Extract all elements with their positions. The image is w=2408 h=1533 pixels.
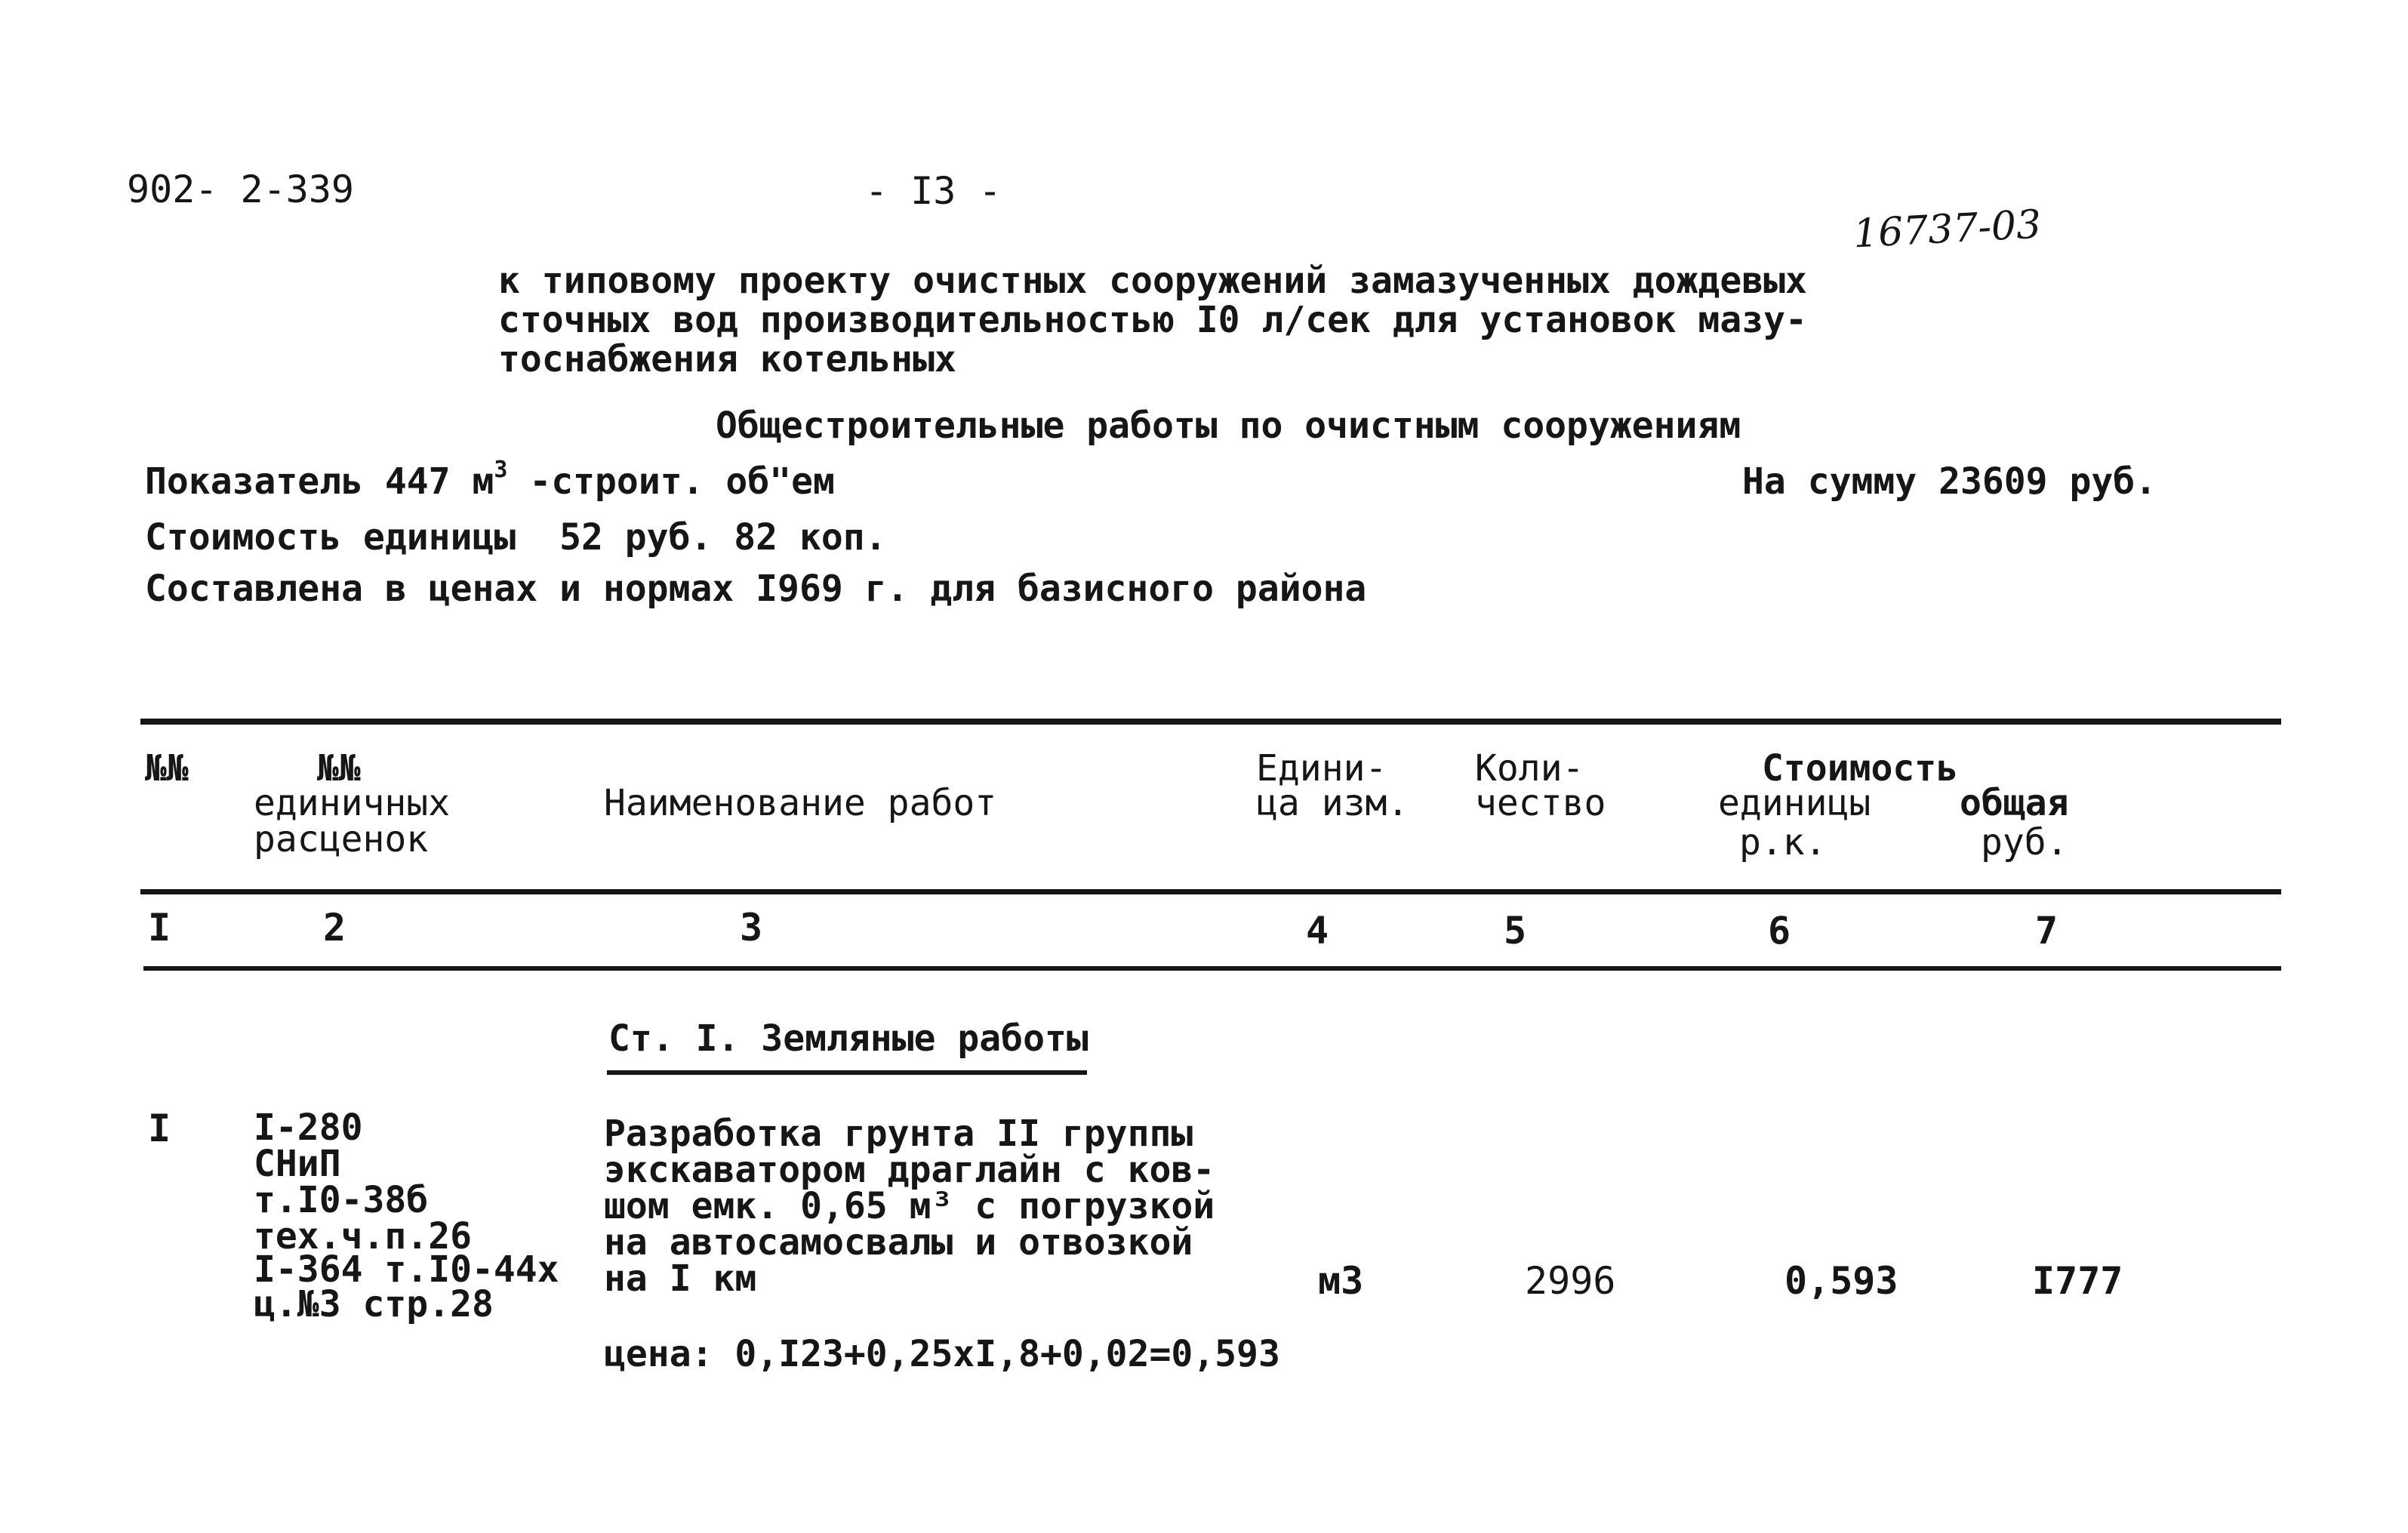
header-work-name: Наименование работ bbox=[604, 782, 997, 824]
rate-reference: СНиП bbox=[254, 1143, 341, 1185]
price-note: цена: 0,I23+0,25хI,8+0,02=0,593 bbox=[604, 1333, 1280, 1375]
estimate-subtitle: Общестроительные работы по очистным сооружениям bbox=[716, 405, 1741, 447]
row-number: I bbox=[148, 1107, 171, 1150]
header-rate-refs-line: №№ bbox=[317, 747, 361, 790]
row-unit-cost: 0,593 bbox=[1784, 1259, 1898, 1303]
header-quantity-line: Коли- bbox=[1475, 747, 1584, 790]
section-title-underline bbox=[607, 1070, 1087, 1075]
column-number: 2 bbox=[323, 906, 346, 950]
indicator bbox=[145, 457, 835, 503]
description-line: на I км bbox=[604, 1257, 757, 1300]
header-total-line: общая bbox=[1960, 782, 2069, 824]
handwritten-number: 16737-03 bbox=[1852, 202, 2043, 257]
header-bottom-rule bbox=[140, 889, 2281, 894]
page-number: - I3 - bbox=[865, 169, 1002, 213]
unit-cost: Стоимость единицы 52 руб. 82 коп. bbox=[145, 516, 887, 559]
header-quantity-line: чество bbox=[1475, 782, 1606, 824]
header-row-number: №№ bbox=[145, 747, 189, 790]
column-number: 7 bbox=[2035, 909, 2059, 953]
header-rate-refs-line: единичных bbox=[254, 782, 451, 824]
header-total-line: руб. bbox=[1981, 821, 2068, 863]
project-title-line: тоснабжения котельных bbox=[498, 338, 956, 380]
row-total: I777 bbox=[2032, 1259, 2123, 1303]
table-top-rule bbox=[140, 719, 2281, 725]
column-numbers-rule bbox=[143, 966, 2281, 971]
column-number: 3 bbox=[740, 906, 763, 950]
prices-basis: Составлена в ценах и нормах I969 г. для базисного района bbox=[145, 568, 1367, 610]
description-line: Разработка грунта II группы bbox=[604, 1113, 1193, 1155]
rate-reference: т.I0-38б bbox=[254, 1179, 429, 1221]
header-cost-group: Стоимость bbox=[1762, 747, 1959, 790]
column-number: 4 bbox=[1306, 909, 1329, 953]
column-number: 5 bbox=[1504, 909, 1527, 953]
indicator-suffix: -строит. об"ем bbox=[507, 460, 835, 503]
project-title-line: сточных вод производительностью I0 л/сек для установок мазу- bbox=[498, 299, 1807, 341]
column-number: 6 bbox=[1768, 909, 1791, 953]
header-unit-line: ца изм. bbox=[1256, 782, 1409, 824]
header-unit-line: Едини- bbox=[1256, 747, 1387, 790]
rate-reference: тех.ч.п.26 bbox=[254, 1215, 472, 1257]
indicator-superscript: 3 bbox=[494, 457, 508, 483]
total-sum: На сумму 23609 руб. bbox=[1742, 460, 2157, 503]
section-title: Ст. I. Земляные работы bbox=[608, 1017, 1089, 1060]
column-number: I bbox=[148, 906, 171, 950]
project-title-line: к типовому проекту очистных сооружений замазученных дождевых bbox=[498, 260, 1807, 302]
description-line: экскаватором драглайн с ков- bbox=[604, 1149, 1215, 1191]
indicator-text: Показатель 447 м bbox=[145, 460, 494, 503]
header-unit-cost-line: р.к. bbox=[1739, 821, 1827, 863]
document-code: 902- 2-339 bbox=[127, 168, 355, 211]
header-unit-cost-line: единицы bbox=[1718, 782, 1871, 824]
row-quantity: 2996 bbox=[1525, 1259, 1616, 1303]
header-rate-refs-line: расценок bbox=[254, 818, 429, 860]
rate-reference: I-364 т.I0-44х bbox=[254, 1248, 559, 1291]
row-unit: м3 bbox=[1318, 1259, 1364, 1303]
description-line: шом емк. 0,65 м³ с погрузкой bbox=[604, 1185, 1215, 1227]
description-line: на автосамосвалы и отвозкой bbox=[604, 1221, 1193, 1264]
rate-reference: I-280 bbox=[254, 1107, 363, 1149]
rate-reference: ц.№3 стр.28 bbox=[254, 1283, 494, 1325]
